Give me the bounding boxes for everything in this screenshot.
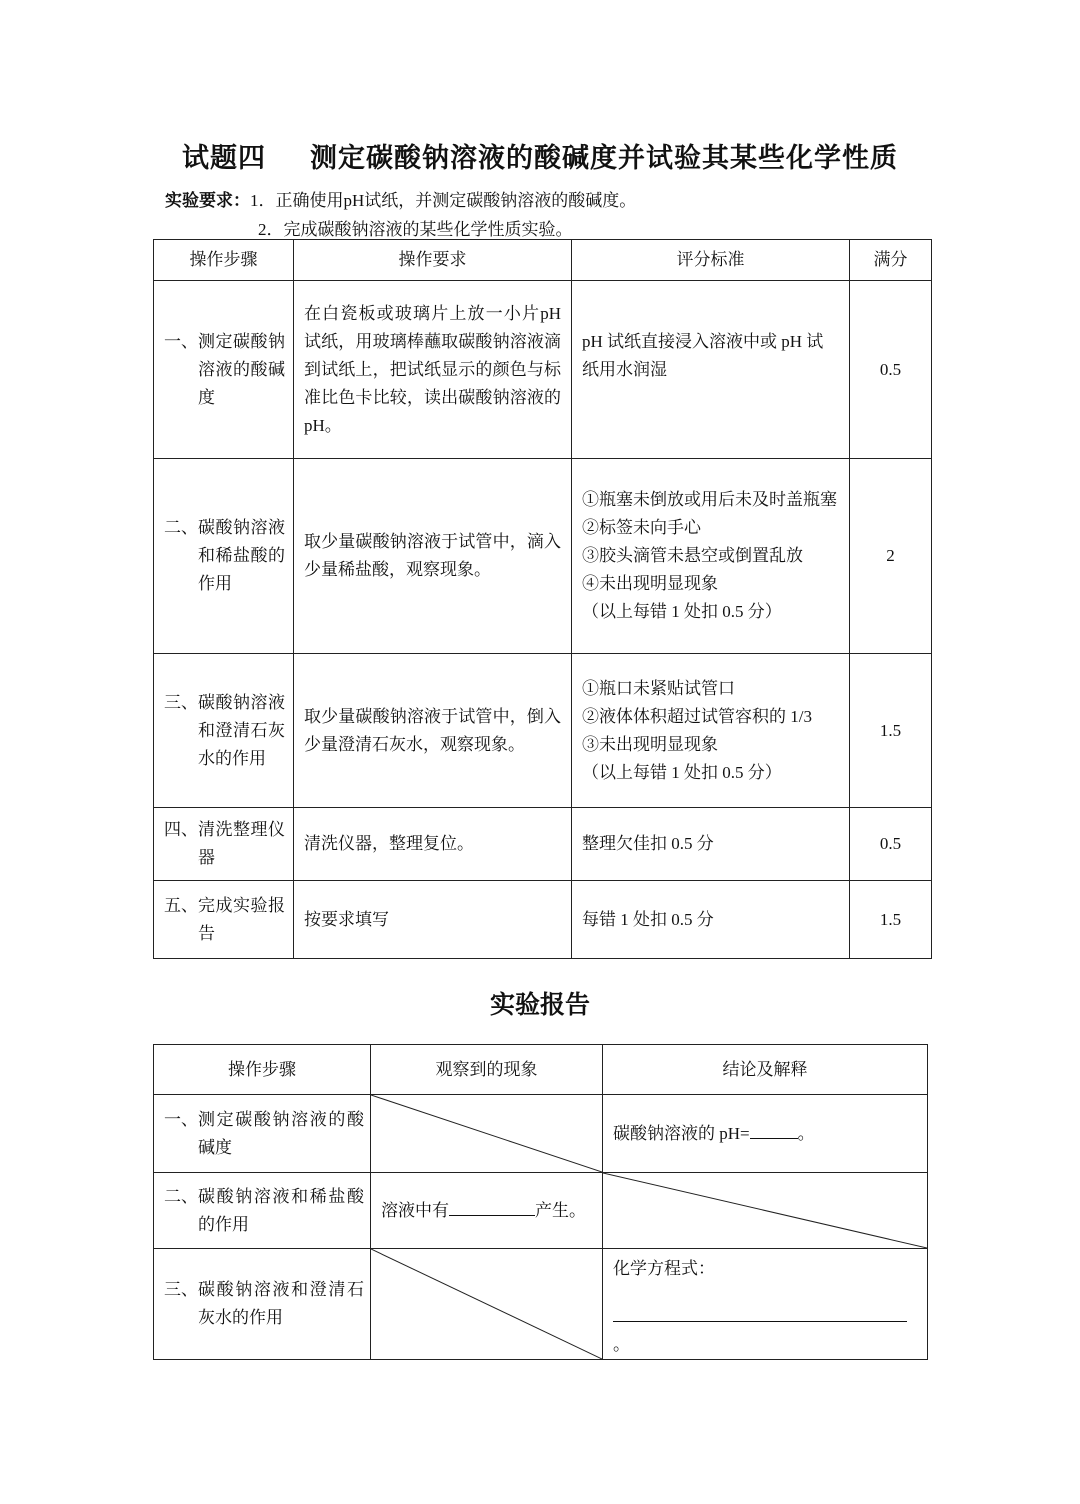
score-cell: 1.5	[850, 654, 932, 808]
report-header-conclusion: 结论及解释	[603, 1045, 928, 1095]
table-row	[154, 459, 932, 654]
table-row	[154, 654, 932, 808]
step-cell: 二、 碳酸钠溶液和稀盐酸的作用	[164, 518, 285, 593]
step-cell: 三、 碳酸钠溶液和澄清石灰水的作用	[164, 692, 285, 768]
title-text: 测定碳酸钠溶液的酸碱度并试验其某些化学性质	[310, 143, 898, 173]
header-requirement: 操作要求	[294, 240, 572, 281]
score-cell: 0.5	[850, 808, 932, 881]
criteria-cell: pH 试纸直接浸入溶液中或 pH 试纸用水润湿	[572, 281, 850, 459]
requirements-line-1	[165, 186, 636, 211]
scoring-header-row	[154, 240, 932, 281]
criteria-cell: ①瓶塞未倒放或用后未及时盖瓶塞 ②标签未向手心 ③胶头滴管未悬空或倒置乱放 ④未出现明显现象 （以上每错 1 处扣 0.5 分）	[572, 459, 850, 654]
score-cell: 2	[850, 459, 932, 654]
requirement-cell: 取少量碳酸钠溶液于试管中，滴入少量稀盐酸，观察现象。	[294, 459, 572, 654]
scoring-table	[153, 239, 932, 959]
report-header-step: 操作步骤	[154, 1045, 371, 1095]
table-row	[154, 1249, 928, 1360]
phenomenon-cell: 溶液中有 产生。	[371, 1173, 603, 1249]
requirement-cell: 清洗仪器，整理复位。	[294, 808, 572, 881]
diagonal-line	[371, 1249, 602, 1359]
step-cell: 四、 清洗整理仪器	[164, 820, 285, 867]
requirements-line-2	[258, 215, 573, 240]
report-table	[153, 1044, 928, 1360]
step-cell: 一、 测定碳酸钠溶液的酸碱度	[164, 331, 285, 407]
requirements-label: 实验要求：	[165, 191, 250, 210]
equation-answer-blank[interactable]	[613, 1303, 907, 1322]
criteria-cell: ①瓶口未紧贴试管口 ②液体体积超过试管容积的 1/3 ③未出现明显现象 （以上每错 1 处扣 0.5 分）	[572, 654, 850, 808]
conclusion-cell-crossed	[603, 1173, 928, 1249]
phenomenon-cell-crossed	[371, 1249, 603, 1360]
table-row	[154, 1095, 928, 1173]
header-score: 满分	[850, 240, 932, 281]
diagonal-line	[371, 1095, 602, 1172]
criteria-cell: 每错 1 处扣 0.5 分	[572, 881, 850, 959]
ph-answer-blank[interactable]	[750, 1120, 798, 1139]
step-cell: 二、 碳酸钠溶液和稀盐酸的作用	[164, 1186, 364, 1234]
equation-label: 化学方程式：	[613, 1259, 715, 1278]
step-cell: 一、 测定碳酸钠溶液的酸碱度	[164, 1109, 364, 1157]
report-header-phenomenon: 观察到的现象	[371, 1045, 603, 1095]
requirement-item-2: 2．完成碳酸钠溶液的某些化学性质实验。	[258, 220, 573, 239]
step-cell: 五、 完成实验报告	[164, 895, 285, 943]
report-header-row	[154, 1045, 928, 1095]
criteria-cell: 整理欠佳扣 0.5 分	[572, 808, 850, 881]
step-cell: 三、 碳酸钠溶液和澄清石灰水的作用	[164, 1280, 364, 1327]
page-title	[0, 136, 1080, 175]
table-row	[154, 281, 932, 459]
conclusion-cell: 化学方程式： 。	[603, 1249, 928, 1360]
title-number: 试题四	[182, 143, 266, 173]
header-criteria: 评分标准	[572, 240, 850, 281]
header-step: 操作步骤	[154, 240, 294, 281]
phenomenon-cell-crossed	[371, 1095, 603, 1173]
gas-answer-blank[interactable]	[449, 1197, 535, 1216]
table-row	[154, 881, 932, 959]
table-row	[154, 808, 932, 881]
requirement-cell: 按要求填写	[294, 881, 572, 959]
score-cell: 0.5	[850, 281, 932, 459]
score-cell: 1.5	[850, 881, 932, 959]
requirement-item-1: 1．正确使用pH试纸，并测定碳酸钠溶液的酸碱度。	[250, 191, 637, 210]
diagonal-line	[603, 1173, 927, 1248]
requirement-cell: 取少量碳酸钠溶液于试管中，倒入少量澄清石灰水，观察现象。	[294, 654, 572, 808]
requirement-cell: 在白瓷板或玻璃片上放一小片pH 试纸，用玻璃棒蘸取碳酸钠溶液滴到试纸上，把试纸显示的颜色与标准比色卡比较，读出碳酸钠溶液的 pH。	[294, 281, 572, 459]
report-title: 实验报告	[489, 992, 590, 1019]
conclusion-cell: 碳酸钠溶液的 pH= 。	[603, 1095, 928, 1173]
table-row	[154, 1173, 928, 1249]
